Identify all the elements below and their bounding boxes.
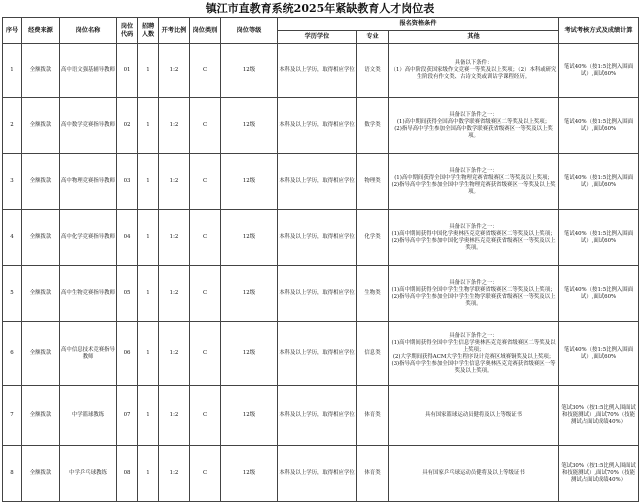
table-row (3, 98, 639, 154)
row-other-requirements (389, 154, 559, 210)
row-exam-method: 笔试40%（按1:5比例入围面试）,面试60% (559, 266, 639, 322)
row-major: 语文类 (357, 44, 389, 98)
row-recruit-count: 1 (138, 154, 159, 210)
row-degree: 本科及以上学历，取得相应学位 (278, 322, 357, 386)
header-exam-ratio: 开考比例 (159, 18, 190, 44)
row-position-name: 高中物理竞赛指导教师 (60, 154, 117, 210)
row-exam-ratio: 1:2 (159, 44, 190, 98)
row-position-name: 中学篮球教练 (60, 386, 117, 446)
row-fund: 全额拨款 (22, 266, 60, 322)
row-exam-method: 笔试30%（按1:5比例入围面试和技能测试）,面试70%（技能测试占面试成绩40%） (559, 446, 639, 502)
row-exam-method: 笔试40%（按1:5比例入围面试）,面试60% (559, 210, 639, 266)
row-fund: 全额拨款 (22, 98, 60, 154)
row-degree: 本科及以上学历，取得相应学位 (278, 266, 357, 322)
row-exam-method: 笔试40%（按1:5比例入围面试）,面试60% (559, 44, 639, 98)
row-position-level: 12级 (221, 386, 278, 446)
header-other: 其他 (389, 31, 559, 44)
row-major: 生物类 (357, 266, 389, 322)
row-degree: 本科及以上学历，取得相应学位 (278, 446, 357, 502)
row-seq: 7 (3, 386, 22, 446)
row-fund: 全额拨款 (22, 44, 60, 98)
header-recruit-count: 招聘人数 (138, 18, 159, 44)
requirement-line: 具有国家乒乓球运动员健将及以上等级证书 (422, 470, 525, 476)
table-row (3, 44, 639, 98)
row-seq: 5 (3, 266, 22, 322)
row-other-requirements (389, 266, 559, 322)
row-recruit-count: 1 (138, 98, 159, 154)
row-recruit-count: 1 (138, 322, 159, 386)
requirement-line: (2)指导高中学生参加中国化学奥林匹克竞赛获省级赛区一等奖及以上奖项。 (391, 237, 556, 251)
table-row (3, 154, 639, 210)
row-exam-ratio: 1:2 (159, 322, 190, 386)
requirement-line: (1)高中期间获得全国中学生物理竞赛省级赛区二等奖及以上奖项； (394, 174, 553, 181)
row-position-code: 02 (117, 98, 138, 154)
requirement-line: 具备以下条件之一： (449, 279, 498, 286)
row-fund: 全额拨款 (22, 210, 60, 266)
row-recruit-count: 1 (138, 210, 159, 266)
row-other-requirements (389, 322, 559, 386)
requirement-line: （1）高中阶段获国家级作文竞赛一等奖及以上奖项；（2）本科或研究生阶段有作文类、古诗文类或训诂学课程经历。 (390, 67, 557, 80)
row-recruit-count: 1 (138, 446, 159, 502)
row-other-requirements (389, 44, 559, 98)
row-seq: 3 (3, 154, 22, 210)
row-position-type: C (190, 154, 221, 210)
row-position-code: 03 (117, 154, 138, 210)
row-exam-method: 笔试40%（按1:5比例入围面试）,面试60% (559, 98, 639, 154)
row-position-type: C (190, 446, 221, 502)
requirement-line: (1)高中期间获得全国中学生信息学奥林匹克竞赛省级赛区二等奖及以上奖项； (391, 339, 556, 353)
row-degree: 本科及以上学历，取得相应学位 (278, 154, 357, 210)
row-position-level: 12级 (221, 266, 278, 322)
row-position-level: 12级 (221, 154, 278, 210)
row-seq: 4 (3, 210, 22, 266)
row-position-type: C (190, 44, 221, 98)
row-major: 物理类 (357, 154, 389, 210)
row-position-name: 高中数学竞赛指导教师 (60, 98, 117, 154)
row-other-requirements (389, 386, 559, 446)
row-position-level: 12级 (221, 210, 278, 266)
header-position-code: 岗位代码 (117, 18, 138, 44)
row-position-type: C (190, 98, 221, 154)
row-recruit-count: 1 (138, 266, 159, 322)
row-position-code: 06 (117, 322, 138, 386)
row-seq: 1 (3, 44, 22, 98)
row-exam-ratio: 1:2 (159, 98, 190, 154)
row-position-level: 12级 (221, 322, 278, 386)
row-other-requirements (389, 446, 559, 502)
header-seq: 序号 (3, 18, 22, 44)
table-row (3, 386, 639, 446)
row-exam-ratio: 1:2 (159, 266, 190, 322)
row-exam-method: 笔试40%（按1:5比例入围面试）,面试60% (559, 322, 639, 386)
header-exam-method: 考试考核方式及成绩计算 (559, 18, 639, 44)
row-position-level: 12级 (221, 446, 278, 502)
row-fund: 全额拨款 (22, 322, 60, 386)
row-degree: 本科及以上学历，取得相应学位 (278, 210, 357, 266)
row-degree: 本科及以上学历，取得相应学位 (278, 98, 357, 154)
row-major: 体育类 (357, 446, 389, 502)
requirement-line: 具备以下条件之一： (449, 332, 498, 339)
row-other-requirements (389, 98, 559, 154)
row-position-code: 07 (117, 386, 138, 446)
row-degree: 本科及以上学历，取得相应学位 (278, 386, 357, 446)
requirement-line: (1)高中期间获得中国化学奥林匹克竞赛省级赛区二等奖及以上奖项； (391, 230, 556, 237)
row-other-requirements (389, 210, 559, 266)
job-table (2, 17, 639, 502)
row-exam-method: 笔试30%（按1:5比例入围面试和技能测试）,面试70%（技能测试占面试成绩40%） (559, 386, 639, 446)
row-exam-ratio: 1:2 (159, 386, 190, 446)
header-fund: 经费来源 (22, 18, 60, 44)
row-fund: 全额拨款 (22, 154, 60, 210)
row-position-code: 01 (117, 44, 138, 98)
row-exam-ratio: 1:2 (159, 210, 190, 266)
row-degree: 本科及以上学历，取得相应学位 (278, 44, 357, 98)
row-position-name: 高中语文强基辅导教师 (60, 44, 117, 98)
requirement-line: 具备以下条件： (454, 60, 493, 66)
row-position-name: 中学乒乓球教练 (60, 446, 117, 502)
header-degree: 学历学位 (278, 31, 357, 44)
header-position-name: 岗位名称 (60, 18, 117, 44)
requirement-line: (1)高中期间获得全国高中数学联赛省级赛区二等奖及以上奖项； (396, 118, 551, 125)
row-position-code: 05 (117, 266, 138, 322)
requirement-line: 具备以下条件之一： (449, 167, 498, 174)
table-row (3, 322, 639, 386)
requirement-line: (2)大学期间获得ACM大学生程序设计竞赛区域赛铜奖及以上奖项； (392, 353, 555, 360)
row-position-name: 高中信息技术竞赛指导教师 (60, 322, 117, 386)
row-major: 体育类 (357, 386, 389, 446)
row-seq: 6 (3, 322, 22, 386)
requirement-line: 具备以下条件之一： (449, 223, 498, 230)
header-position-level: 岗位等级 (221, 18, 278, 44)
document-title: 镇江市直教育系统2025年紧缺教育人才岗位表 (205, 2, 435, 15)
table-row (3, 210, 639, 266)
row-fund: 全额拨款 (22, 446, 60, 502)
row-fund: 全额拨款 (22, 386, 60, 446)
requirement-line: (2)指导高中学生参加全国中学生生物学联赛获省级赛区一等奖及以上奖项。 (391, 293, 556, 307)
row-position-type: C (190, 266, 221, 322)
row-position-level: 12级 (221, 98, 278, 154)
row-major: 信息类 (357, 322, 389, 386)
table-body (3, 44, 639, 502)
row-position-type: C (190, 386, 221, 446)
row-position-level: 12级 (221, 44, 278, 98)
table-row (3, 266, 639, 322)
requirement-line: (1)高中期间获得全国中学生生物学联赛省级赛区二等奖及以上奖项； (391, 286, 556, 293)
header-position-type: 岗位类别 (190, 18, 221, 44)
header-major: 专业 (357, 31, 389, 44)
row-position-name: 高中化学竞赛指导教师 (60, 210, 117, 266)
row-seq: 2 (3, 98, 22, 154)
row-exam-ratio: 1:2 (159, 154, 190, 210)
requirement-line: (3)指导高中学生参加全国中学生信息学奥林匹克竞赛获省级赛区一等奖及以上奖项。 (391, 360, 556, 374)
requirement-line: 具备以下条件之一： (449, 111, 498, 118)
row-recruit-count: 1 (138, 44, 159, 98)
row-recruit-count: 1 (138, 386, 159, 446)
table-row (3, 446, 639, 502)
row-exam-method: 笔试40%（按1:5比例入围面试）,面试60% (559, 154, 639, 210)
row-position-name: 高中生物竞赛指导教师 (60, 266, 117, 322)
header-requirements: 报名资格条件 (278, 18, 559, 31)
row-exam-ratio: 1:2 (159, 446, 190, 502)
requirement-line: (2)指导高中学生参加全国中学生物理竞赛获省级赛区一等奖及以上奖项。 (391, 181, 556, 195)
row-seq: 8 (3, 446, 22, 502)
row-major: 数学类 (357, 98, 389, 154)
requirement-line: 具有国家篮球运动员健将及以上等级证书 (424, 412, 523, 418)
row-position-code: 04 (117, 210, 138, 266)
row-position-type: C (190, 322, 221, 386)
row-position-code: 08 (117, 446, 138, 502)
row-position-type: C (190, 210, 221, 266)
requirement-line: (2)指导高中学生参加全国高中数学联赛获省级赛区一等奖及以上奖项。 (394, 125, 553, 139)
row-major: 化学类 (357, 210, 389, 266)
